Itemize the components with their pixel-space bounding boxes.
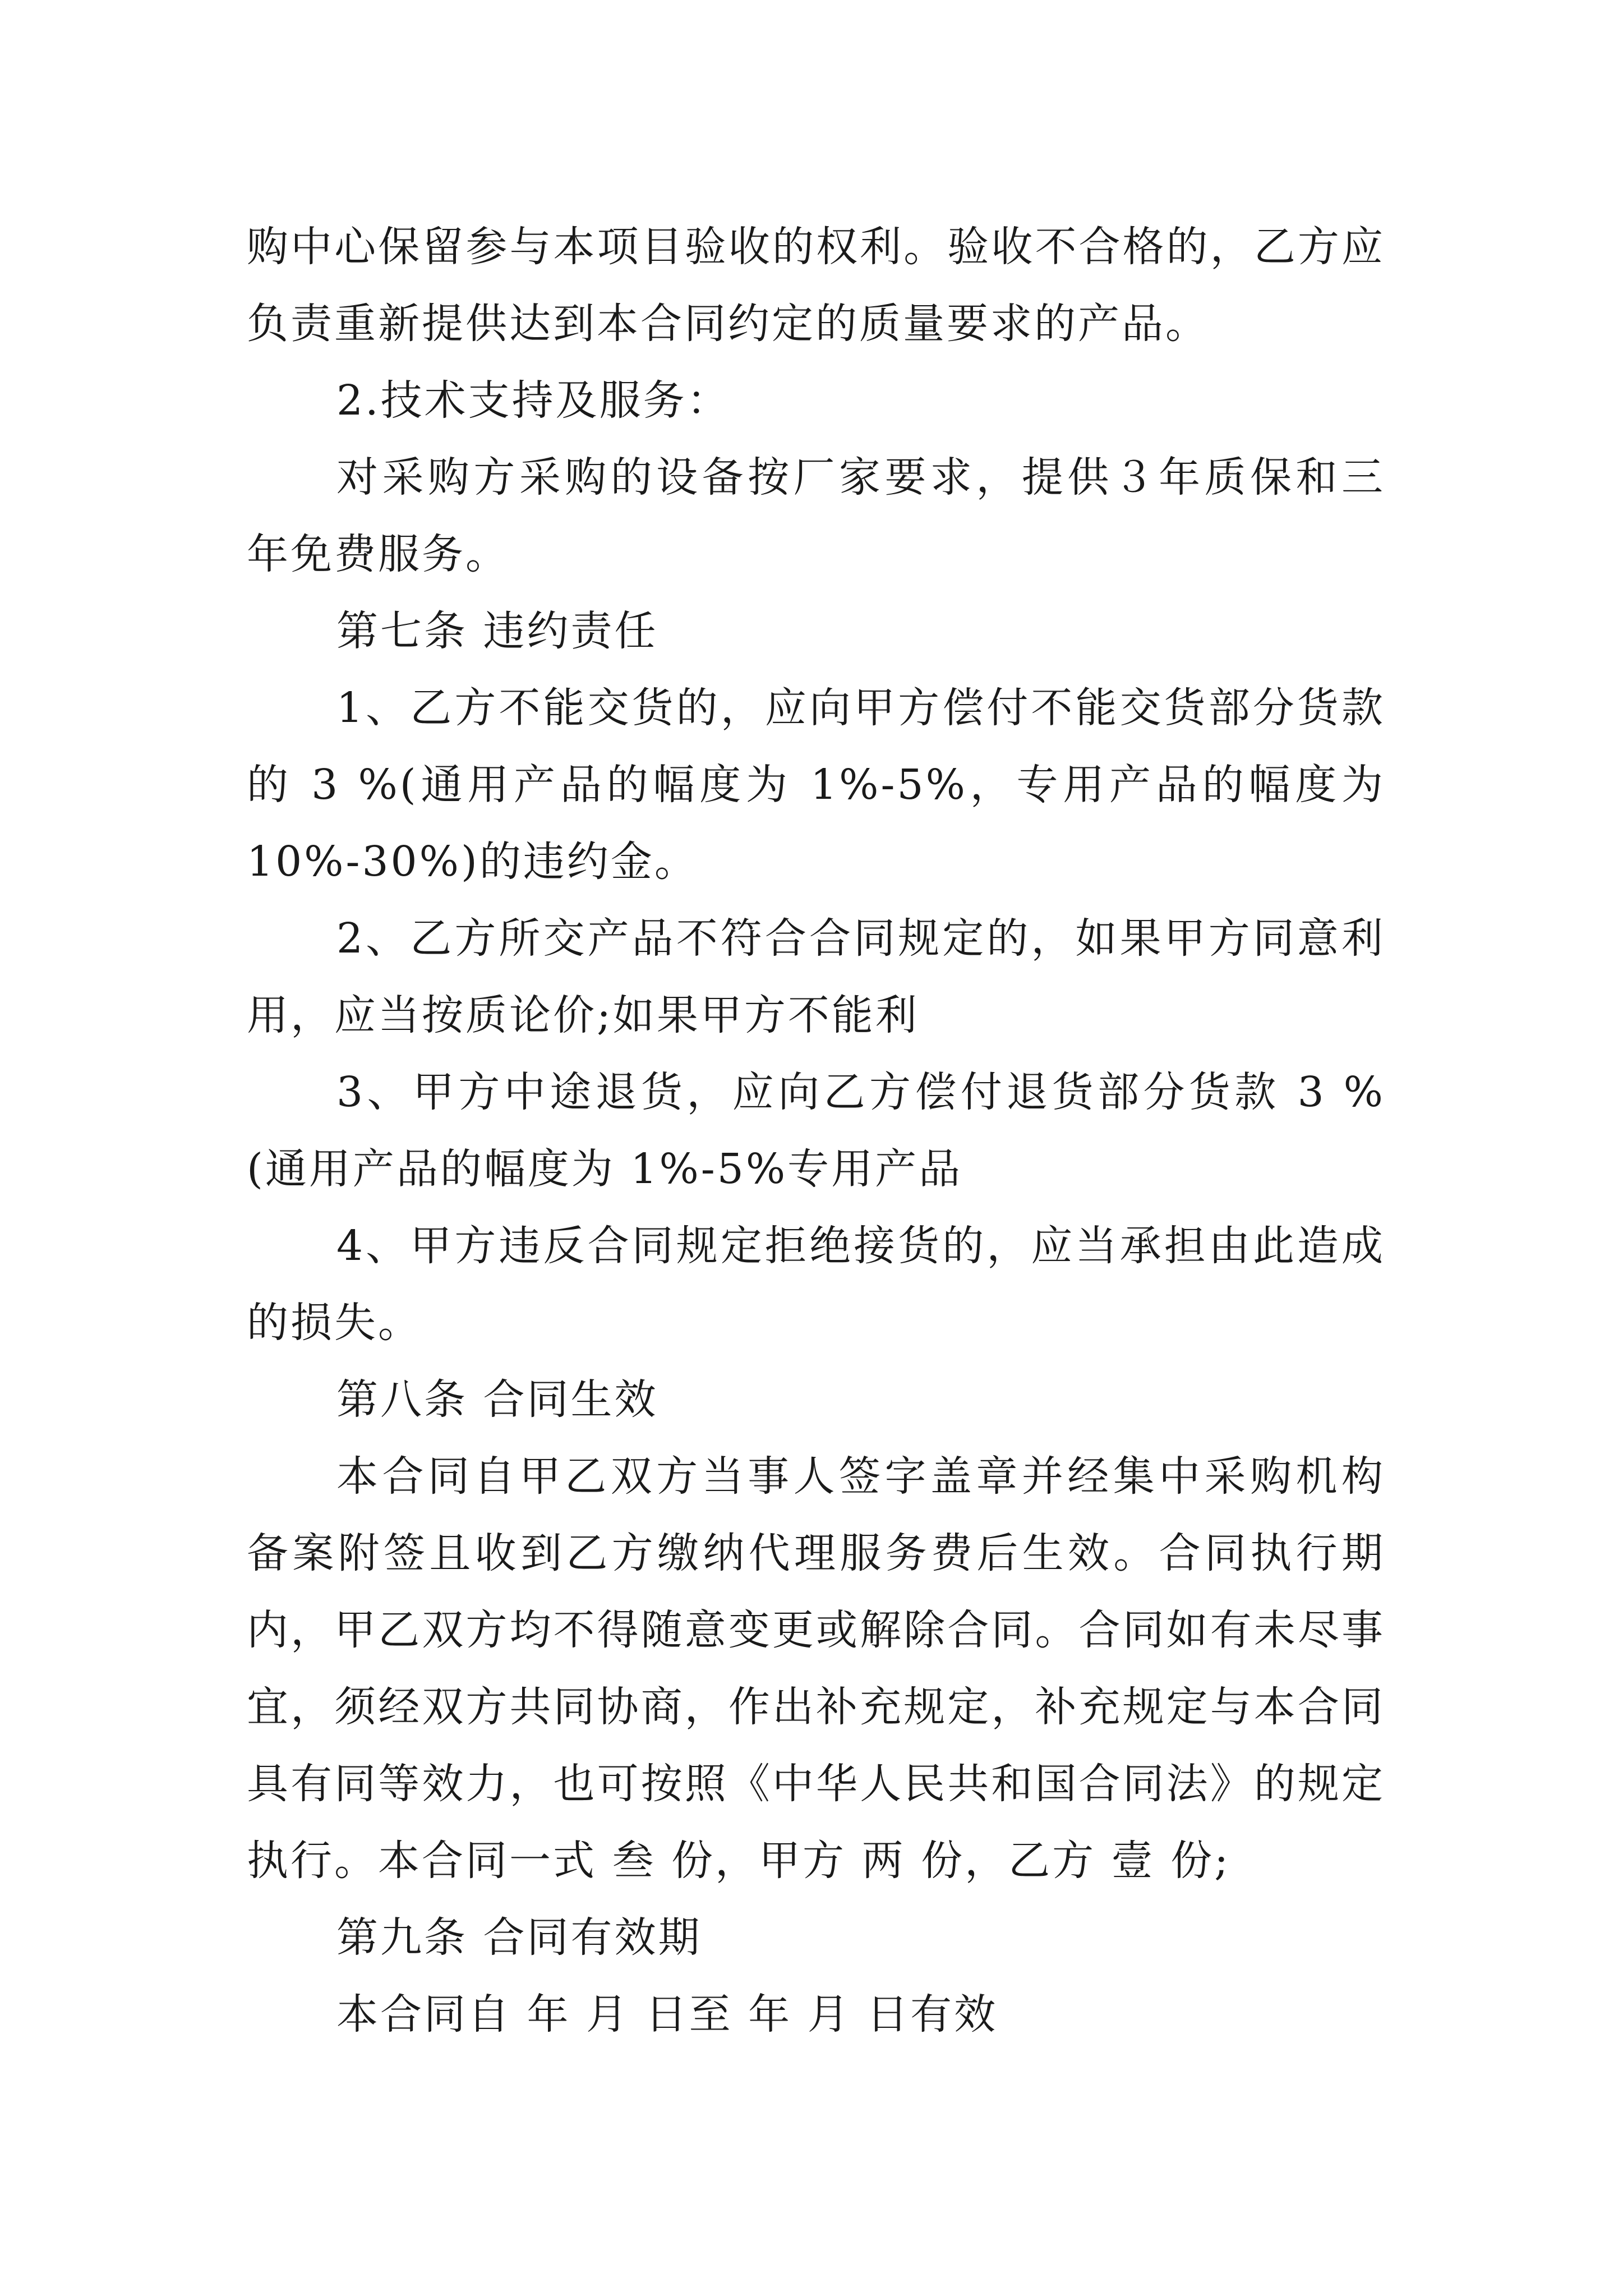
clause-7-1: 1、乙方不能交货的，应向甲方偿付不能交货部分货款的 3 %(通用产品的幅度为 1%-5%，专用产品的幅度为 10%-30%)的违约金。 [247,684,1385,886]
heading-article-9: 第九条 合同有效期 [336,1913,702,1962]
clause-7-4: 4、甲方违反合同规定拒绝接货的，应当承担由此造成的损失。 [247,1222,1385,1347]
clause-7-3: 3、甲方中途退货，应向乙方偿付退货部分货款 3 %(通用产品的幅度为 1%-5%专用产品 [247,1068,1385,1193]
paragraph-acceptance: 购中心保留参与本项目验收的权利。验收不合格的，乙方应负责重新提供达到本合同约定的质量要求的产品。 [247,223,1385,348]
heading-technical-support: 2.技术支持及服务： [336,376,731,425]
heading-article-8: 第八条 合同生效 [336,1375,658,1424]
document-body [247,209,1385,2053]
paragraph-validity-period: 本合同自 年 月 日至 年 月 日有效 [336,1990,998,2039]
heading-article-7: 第七条 违约责任 [336,607,658,655]
paragraph-contract-effective: 本合同自甲乙双方当事人签字盖章并经集中采购机构备案附签且收到乙方缴纳代理服务费后生效。合同执行期内，甲乙双方均不得随意变更或解除合同。合同如有未尽事宜，须经双方共同协商，作出补充规定，补充规定与本合同具有同等效力，也可按照《中华人民共和国合同法》的规定执行。本合同一式 叁 份，甲方 两 份，乙方 壹 份; [247,1452,1385,1885]
paragraph-warranty: 对采购方采购的设备按厂家要求，提供３年质保和三年免费服务。 [247,453,1385,578]
clause-7-2: 2、乙方所交产品不符合合同规定的，如果甲方同意利用，应当按质论价;如果甲方不能利 [247,914,1385,1039]
